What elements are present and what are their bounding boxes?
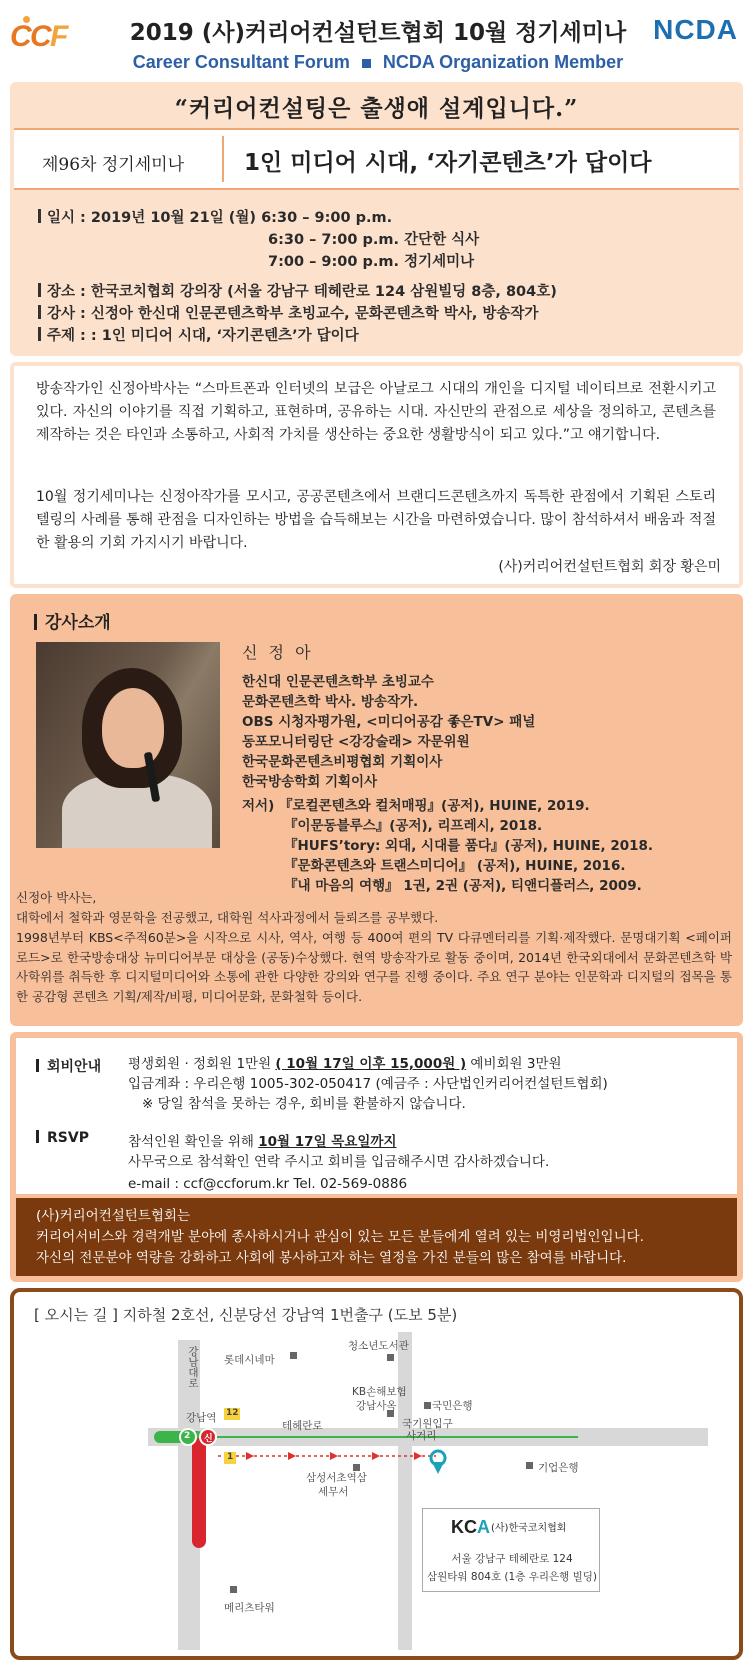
- directions-section: [10, 1288, 743, 1660]
- bio-line: 문화콘텐츠학 박사. 방송작가.: [242, 694, 419, 710]
- bio-education: 대학에서 철학과 영문학을 전공했고, 대학원 석사과정에서 들뢰즈를 공부했다.: [16, 910, 439, 925]
- association-box: [16, 1198, 737, 1276]
- road-label: 테헤란로: [282, 1420, 323, 1432]
- side-road: [398, 1332, 412, 1650]
- shinbundang-track: [192, 1438, 206, 1548]
- refund-note: ※ 당일 참석을 못하는 경우, 회비를 환불하지 않습니다.: [142, 1096, 466, 1112]
- intro-paragraph-2: 10월 정기세미나는 신정아작가를 모시고, 공공콘텐츠에서 브랜디드콘텐츠까지 독특한 관점에서 기획된 스토리텔링의 사례를 통해 관점을 디자인하는 방법을 습득해보는 시간을 마련하였습니다. 많이 참석하셔서 배움과 적절한 활용의 기회 가지시기 바랍니다.: [36, 489, 716, 551]
- association-line: (사)커리어컨설턴트협회는: [36, 1208, 190, 1224]
- map-label: 메리츠타워: [224, 1602, 275, 1614]
- route-arrow-icon: [372, 1452, 380, 1460]
- building-marker-icon: [230, 1586, 237, 1593]
- route-arrow-icon: [330, 1452, 338, 1460]
- map-graphic: [18, 1332, 734, 1652]
- shinbundang-label: 신: [204, 1434, 213, 1444]
- rsvp-instruction: 사무국으로 참석확인 연락 주시고 회비를 입금해주시면 감사하겠습니다.: [128, 1154, 550, 1170]
- fees-label: 회비안내: [36, 1056, 101, 1076]
- building-marker-icon: [290, 1352, 297, 1359]
- contact-line: e-mail : ccf@ccforum.kr Tel. 02-569-0886: [128, 1176, 408, 1192]
- ccf-logo: C C F: [10, 14, 70, 48]
- place-line: 장소 : 한국코치협회 강의장 (서울 강남구 테헤란로 124 삼원빌딩 8층, 804호): [38, 280, 557, 301]
- map-label: 롯데시네마: [224, 1354, 275, 1366]
- building-marker-icon: [387, 1354, 394, 1361]
- map-label: 사거리: [406, 1430, 437, 1442]
- speaker-name: 신 정 아: [242, 643, 314, 662]
- square-bullet-icon: [362, 59, 371, 68]
- kca-address: 서울 강남구 테헤란로 124: [451, 1553, 573, 1565]
- seminar-info-section: [10, 82, 743, 356]
- book-line: 『HUFS’tory: 외대, 시대를 품다』(공저), HUINE, 2018.: [284, 838, 654, 854]
- route-arrow-icon: [288, 1452, 296, 1460]
- directions-title: [ 오시는 길 ] 지하철 2호선, 신분당선 강남역 1번출구 (도보 5분): [34, 1306, 458, 1324]
- road-label: 강남대로: [187, 1346, 199, 1388]
- rsvp-deadline: 참석인원 확인을 위해 10월 17일 목요일까지: [128, 1134, 397, 1150]
- map-label: 삼성서초역삼: [306, 1472, 367, 1484]
- map-label: KB손해보험: [352, 1386, 407, 1398]
- bio-line: 한국방송학회 기획이사: [242, 774, 378, 790]
- association-line: 자신의 전문분야 역량을 강화하고 사회에 봉사하고자 하는 열정을 가진 분들의 많은 참여를 바랍니다.: [36, 1250, 627, 1266]
- seminar-quote: “커리어컨설팅은 출생애 설계입니다.”: [174, 95, 579, 122]
- map-label: 국민은행: [432, 1400, 473, 1412]
- bio-line: 한국문화콘텐츠비평협회 기획이사: [242, 754, 443, 770]
- schedule-dinner: 6:30 – 7:00 p.m. 간단한 식사: [268, 232, 480, 248]
- kca-logo: KCA: [451, 1517, 490, 1537]
- speaker-heading: 강사소개: [34, 608, 111, 633]
- bio-line: 한신대 인문콘텐츠학부 초빙교수: [242, 674, 434, 690]
- page-subtitle: [0, 52, 756, 73]
- fee-line: 평생회원 · 정회원 1만원 ( 10월 17일 이후 15,000원 ) 예비회원 3만원: [128, 1056, 562, 1072]
- line2-label: 2: [184, 1431, 191, 1441]
- route-arrow-icon: [246, 1452, 254, 1460]
- bio-line: 동포모니터링단 <강강술래> 자문위원: [242, 734, 470, 750]
- account-line: 입금계좌 : 우리은행 1005-302-050417 (예금주 : 사단법인커리어컨설턴트협회): [128, 1076, 608, 1092]
- kca-address-detail: 삼원타워 804호 (1층 우리은행 빌딩): [427, 1571, 597, 1583]
- ncda-logo: NCDA: [653, 14, 738, 45]
- book-line: 저서) 『로컬콘텐츠와 컬처매핑』(공저), HUINE, 2019.: [242, 798, 590, 814]
- association-line: 커리어서비스와 경력개발 분야에 종사하시거나 관심이 있는 모든 분들에게 열려 있는 비영리법인입니다.: [36, 1229, 644, 1245]
- map-label: 세무서: [318, 1486, 349, 1498]
- topic-line: 주제 : : 1인 미디어 시대, ‘자기콘텐츠’가 답이다: [38, 324, 359, 345]
- map-label: 국기원입구: [402, 1418, 453, 1430]
- book-line: 『문화콘텐츠와 트랜스미디어』 (공저), HUINE, 2016.: [284, 858, 626, 874]
- seminar-title: 1인 미디어 시대, ‘자기콘텐츠’가 답이다: [244, 150, 652, 176]
- map-label: 기업은행: [538, 1462, 579, 1474]
- intro-paragraph-1: 방송작가인 신정아박사는 “스마트폰과 인터넷의 보급은 아날로그 시대의 개인을 디지털 네이티브로 전환시키고 있다. 자신의 이야기를 직접 기획하고, 표현하며, 공유하는 시대. 자신만의 관점으로 세상을 정의하고, 콘텐츠를 제작하는 것은 타인과 소통하고, 사회적 가치를 생산하는 중요한 생활방식이 되고 있다.”고 얘기합니다.: [36, 381, 716, 443]
- intro-section: [10, 362, 743, 588]
- book-line: 『내 마음의 여행』 1권, 2권 (공저), 티앤디플러스, 2009.: [284, 878, 642, 894]
- page-header: [0, 0, 756, 82]
- location-map: [18, 1332, 734, 1652]
- map-label: 청소년도서관: [348, 1340, 409, 1352]
- exit-label: 1: [227, 1452, 234, 1462]
- map-label: 강남사옥: [356, 1400, 397, 1412]
- speaker-section: [10, 594, 743, 1026]
- signature: (사)커리어컨설턴트협회 회장 황은미: [498, 559, 721, 575]
- route-arrow-icon: [414, 1452, 422, 1460]
- page-title: 2019 (사)커리어컨설턴트협회 10월 정기세미나: [129, 20, 627, 46]
- station-label: 강남역: [186, 1412, 217, 1424]
- bio-line: OBS 시청자평가원, <미디어공감 좋은TV> 패널: [242, 714, 536, 730]
- book-line: 『이문동블루스』(공저), 리프레시, 2018.: [284, 818, 543, 834]
- building-marker-icon: [424, 1402, 431, 1409]
- subtitle-left: Career Consultant Forum: [132, 52, 350, 72]
- topic-bar: [14, 128, 739, 190]
- date-line: 일시 : 2019년 10월 21일 (월) 6:30 – 9:00 p.m.: [38, 206, 392, 227]
- seminar-number: 제96차 정기세미나: [42, 155, 184, 175]
- speaker-photo: [36, 642, 220, 848]
- building-marker-icon: [526, 1462, 533, 1469]
- bio-career: 1998년부터 KBS<주적60분>을 시작으로 시사, 역사, 여행 등 400여 편의 TV 다큐멘터리를 기획·제작했다. 문명대기획 <페이퍼로드>로 한국방송대상 뉴미디어부문 대상을 (공동)수상했다. 현역 방송작가로 활동 중이며, 2014년 한국외대에서 문화콘텐츠학 박사학위를 취득한 후 디지털미디어와 소통에 관한 다양한 강의와 연구를 진행 중이다. 주요 연구 분야는 인문학과 디지털의 접목을 통한 공감형 콘텐츠 기획/제작/비평, 미디어문화, 문화철학 등이다.: [16, 930, 732, 1004]
- bio-intro: 신정아 박사는,: [16, 890, 97, 905]
- divider: [222, 136, 224, 182]
- rsvp-label: RSVP: [36, 1130, 89, 1146]
- schedule-seminar: 7:00 – 9:00 p.m. 정기세미나: [268, 254, 475, 270]
- exit-label: 12: [226, 1408, 239, 1418]
- subtitle-right: NCDA Organization Member: [382, 52, 624, 72]
- kca-name: (사)한국코치협회: [491, 1523, 567, 1534]
- kca-info-box: [422, 1508, 600, 1592]
- fees-rsvp-section: [10, 1032, 743, 1282]
- speaker-line: 강사 : 신정아 한신대 인문콘텐츠학부 초빙교수, 문화콘텐츠학 박사, 방송작가: [38, 302, 538, 323]
